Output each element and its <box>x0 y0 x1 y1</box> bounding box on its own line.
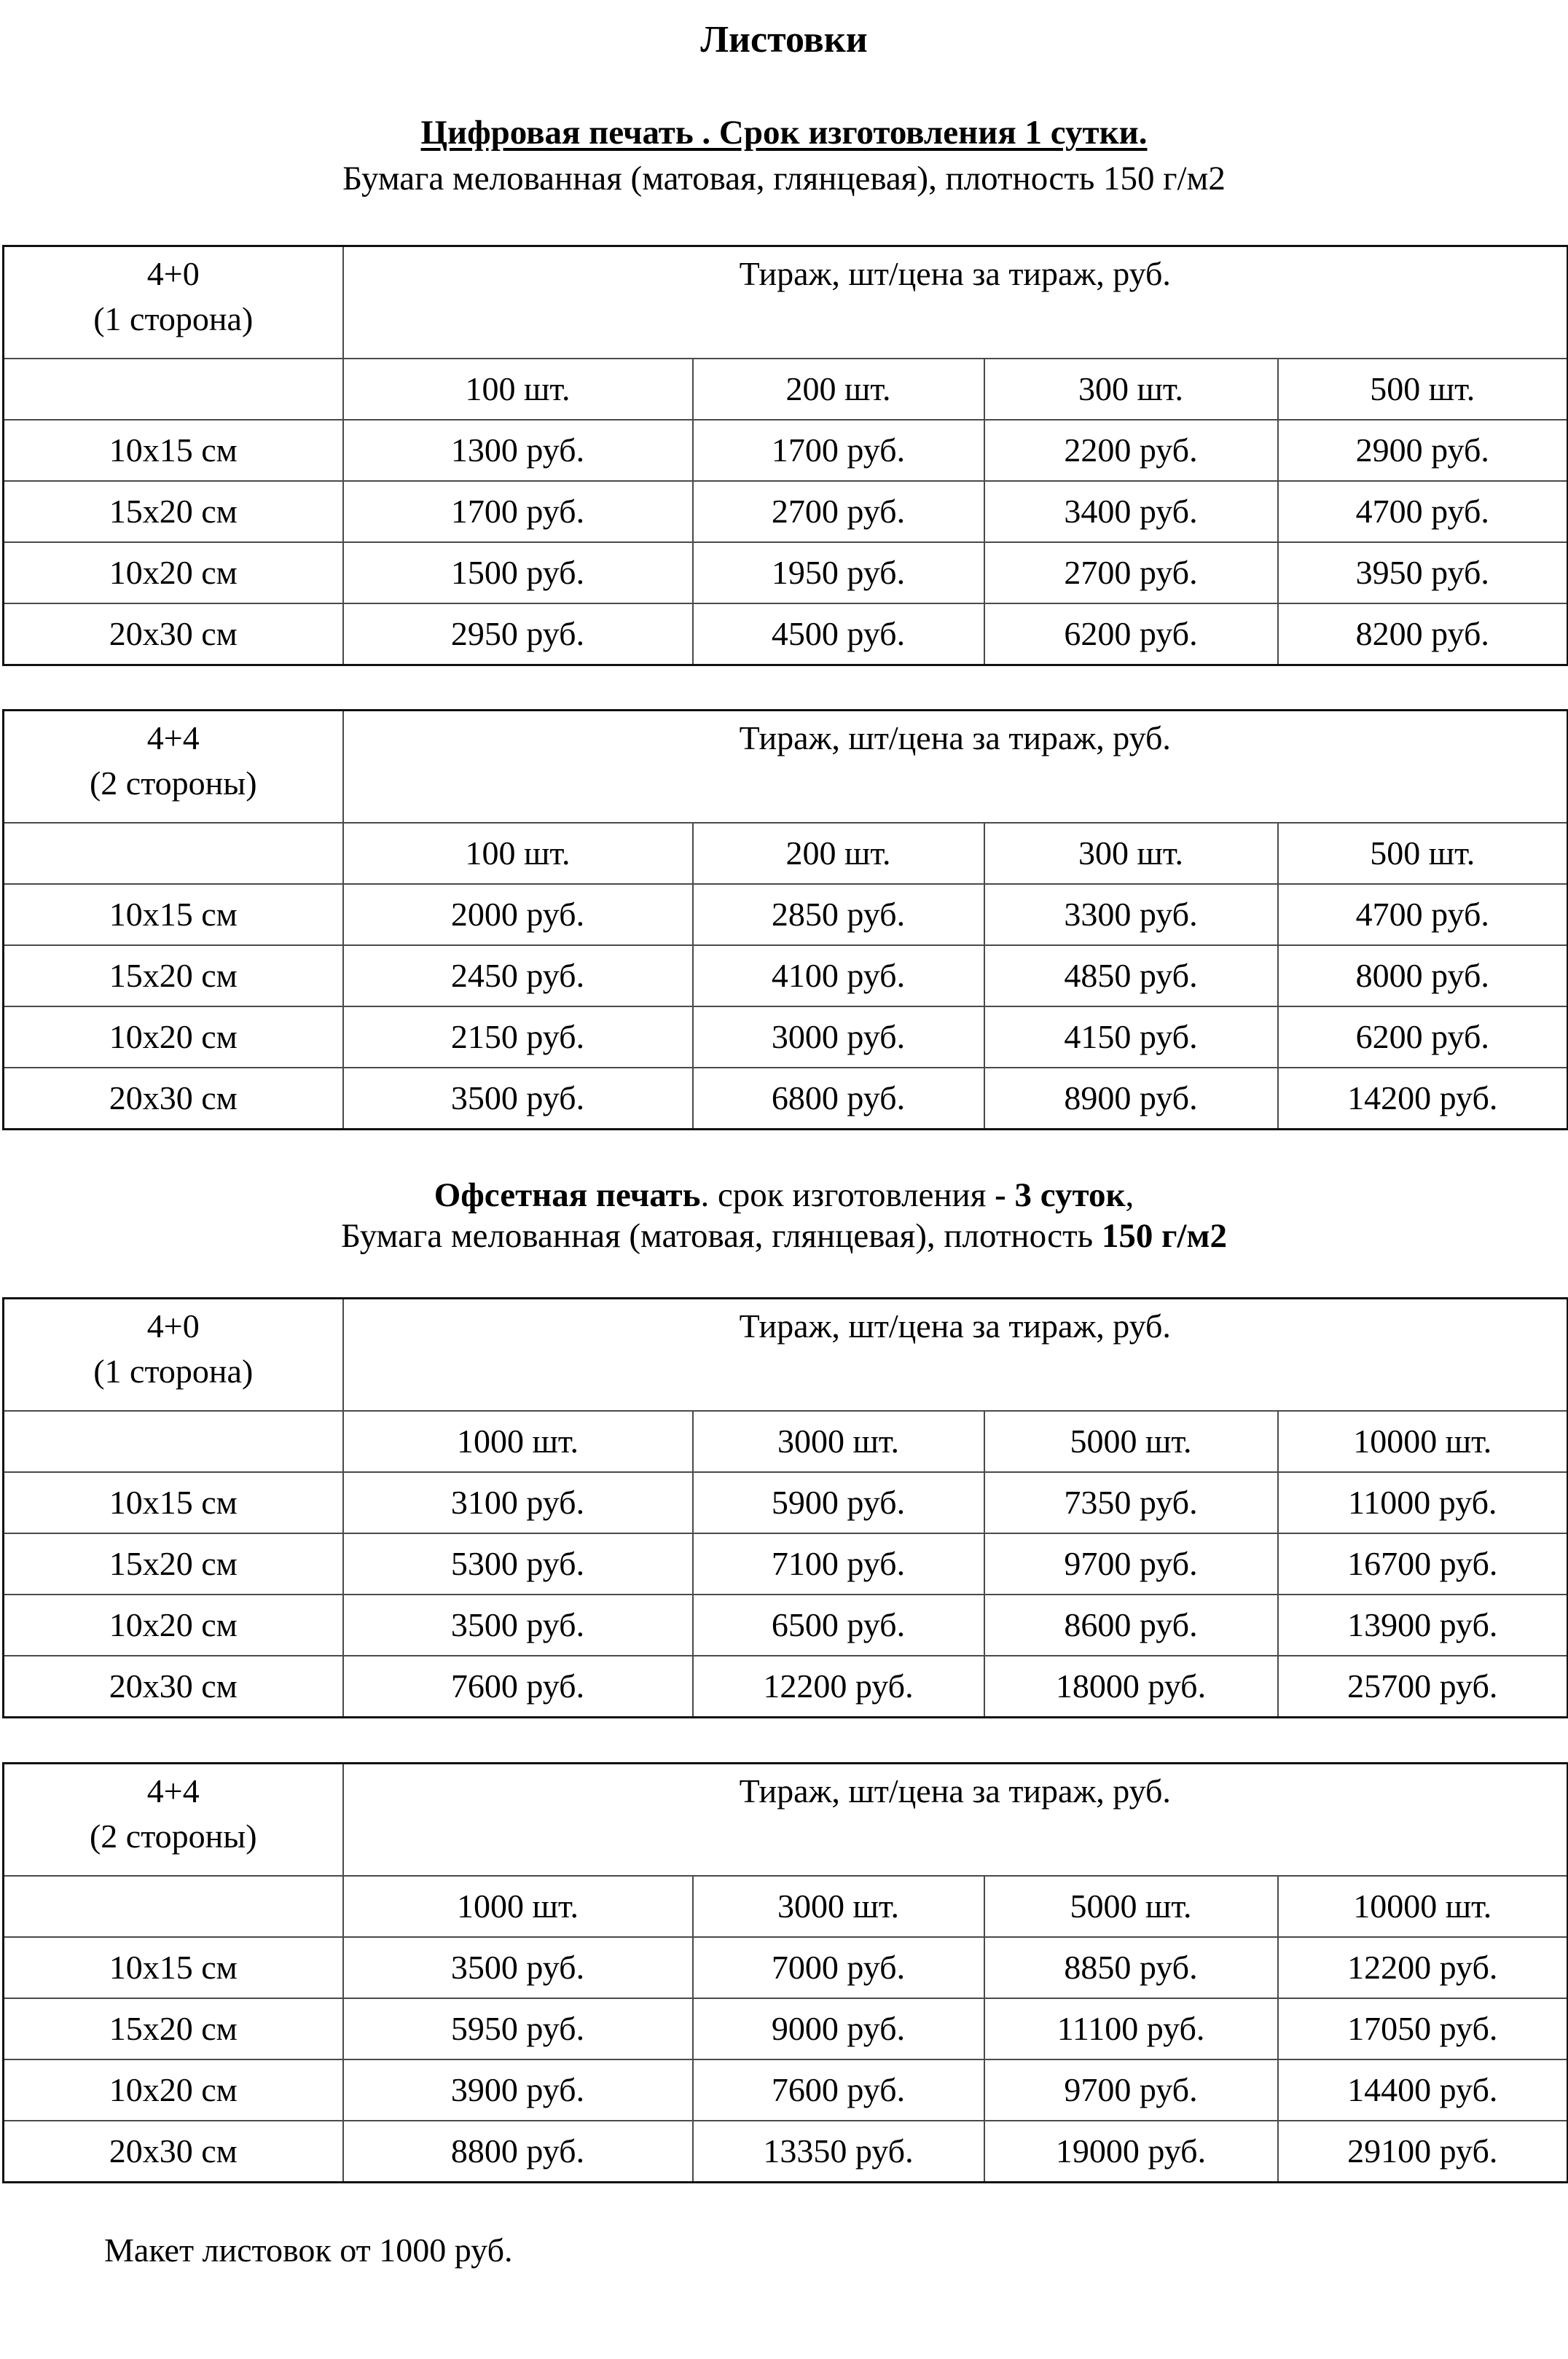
price-cell: 8600 руб. <box>984 1595 1278 1656</box>
color-mode: 4+4 <box>146 719 200 756</box>
offset-4plus4-price-table <box>2 1762 1568 2183</box>
table-caption: Тираж, шт/цена за тираж, руб. <box>343 711 1568 824</box>
sides-label: (1 сторона) <box>93 300 254 337</box>
color-mode-cell <box>4 1299 343 1412</box>
size-cell: 10х15 см <box>4 1472 343 1533</box>
price-cell: 4150 руб. <box>984 1006 1278 1068</box>
price-cell: 6500 руб. <box>693 1595 984 1656</box>
quantity-header: 100 шт. <box>343 359 693 420</box>
price-cell: 9700 руб. <box>984 2059 1278 2121</box>
price-cell: 9000 руб. <box>693 1998 984 2059</box>
price-cell: 2700 руб. <box>984 542 1278 603</box>
table-row <box>4 1068 1568 1130</box>
price-cell: 4700 руб. <box>1278 481 1568 542</box>
table-row <box>4 945 1568 1006</box>
table-caption: Тираж, шт/цена за тираж, руб. <box>343 1764 1568 1877</box>
table-row <box>4 1472 1568 1533</box>
table-row <box>4 1006 1568 1068</box>
offset-heading-regular-1: . срок изготовления <box>700 1176 995 1214</box>
price-cell: 6200 руб. <box>1278 1006 1568 1068</box>
size-cell: 20х30 см <box>4 1068 343 1130</box>
quantity-header: 10000 шт. <box>1278 1876 1568 1937</box>
price-cell: 4100 руб. <box>693 945 984 1006</box>
price-cell: 7600 руб. <box>343 1656 693 1718</box>
price-cell: 11000 руб. <box>1278 1472 1568 1533</box>
color-mode-cell <box>4 1764 343 1877</box>
price-cell: 8800 руб. <box>343 2121 693 2183</box>
table-row <box>4 1937 1568 1998</box>
offset-section-heading <box>0 1173 1568 1217</box>
price-cell: 3000 руб. <box>693 1006 984 1068</box>
price-cell: 5300 руб. <box>343 1533 693 1595</box>
color-mode: 4+4 <box>146 1772 200 1810</box>
price-cell: 1950 руб. <box>693 542 984 603</box>
size-cell: 10х15 см <box>4 420 343 481</box>
price-cell: 8200 руб. <box>1278 603 1568 665</box>
price-cell: 8850 руб. <box>984 1937 1278 1998</box>
size-cell: 20х30 см <box>4 603 343 665</box>
table-row <box>4 2121 1568 2183</box>
price-cell: 14200 руб. <box>1278 1068 1568 1130</box>
layout-price-note: Макет листовок от 1000 руб. <box>104 2231 513 2269</box>
price-cell: 1700 руб. <box>343 481 693 542</box>
digital-heading-text: Цифровая печать . Срок изготовления 1 сутки. <box>420 114 1148 152</box>
quantity-header: 1000 шт. <box>343 1411 693 1472</box>
price-cell: 2900 руб. <box>1278 420 1568 481</box>
price-cell: 4700 руб. <box>1278 884 1568 945</box>
price-cell: 3400 руб. <box>984 481 1278 542</box>
quantity-header: 3000 шт. <box>693 1876 984 1937</box>
size-cell: 10х15 см <box>4 884 343 945</box>
digital-4plus0-price-table <box>2 245 1568 666</box>
price-cell: 2700 руб. <box>693 481 984 542</box>
price-cell: 3900 руб. <box>343 2059 693 2121</box>
price-cell: 2450 руб. <box>343 945 693 1006</box>
price-cell: 18000 руб. <box>984 1656 1278 1718</box>
price-cell: 25700 руб. <box>1278 1656 1568 1718</box>
quantity-header: 10000 шт. <box>1278 1411 1568 1472</box>
price-cell: 2000 руб. <box>343 884 693 945</box>
size-cell: 10х20 см <box>4 1595 343 1656</box>
table-row <box>4 603 1568 665</box>
price-cell: 4500 руб. <box>693 603 984 665</box>
quantity-header: 100 шт. <box>343 823 693 884</box>
table-caption: Тираж, шт/цена за тираж, руб. <box>343 246 1568 359</box>
offset-heading-regular-2: , <box>1125 1176 1134 1214</box>
price-cell: 6200 руб. <box>984 603 1278 665</box>
size-cell: 20х30 см <box>4 1656 343 1718</box>
price-cell: 1700 руб. <box>693 420 984 481</box>
quantity-header: 200 шт. <box>693 359 984 420</box>
offset-heading-bold-2: - 3 суток <box>995 1176 1126 1214</box>
quantity-header: 5000 шт. <box>984 1411 1278 1472</box>
page-title: Листовки <box>700 19 868 60</box>
size-cell: 10х20 см <box>4 542 343 603</box>
price-cell: 7600 руб. <box>693 2059 984 2121</box>
table-row <box>4 420 1568 481</box>
empty-cell <box>4 1411 343 1472</box>
price-cell: 7350 руб. <box>984 1472 1278 1533</box>
quantity-header-row <box>4 359 1568 420</box>
price-cell: 5950 руб. <box>343 1998 693 2059</box>
price-cell: 2850 руб. <box>693 884 984 945</box>
quantity-header-row <box>4 1411 1568 1472</box>
price-cell: 5900 руб. <box>693 1472 984 1533</box>
offset-subtitle-bold: 150 г/м2 <box>1101 1217 1228 1255</box>
price-cell: 9700 руб. <box>984 1533 1278 1595</box>
size-cell: 10х20 см <box>4 1006 343 1068</box>
price-cell: 3500 руб. <box>343 1595 693 1656</box>
price-cell: 14400 руб. <box>1278 2059 1568 2121</box>
price-cell: 11100 руб. <box>984 1998 1278 2059</box>
quantity-header: 300 шт. <box>984 823 1278 884</box>
price-cell: 13900 руб. <box>1278 1595 1568 1656</box>
price-cell: 7100 руб. <box>693 1533 984 1595</box>
table-row <box>4 1998 1568 2059</box>
quantity-header: 500 шт. <box>1278 359 1568 420</box>
price-cell: 13350 руб. <box>693 2121 984 2183</box>
table-row <box>4 1656 1568 1718</box>
quantity-header-row <box>4 1876 1568 1937</box>
color-mode: 4+0 <box>146 255 200 292</box>
price-cell: 3950 руб. <box>1278 542 1568 603</box>
quantity-header: 5000 шт. <box>984 1876 1278 1937</box>
price-cell: 2950 руб. <box>343 603 693 665</box>
offset-subtitle-regular: Бумага мелованная (матовая, глянцевая), плотность <box>340 1217 1102 1255</box>
price-cell: 12200 руб. <box>1278 1937 1568 1998</box>
size-cell: 15х20 см <box>4 481 343 542</box>
color-mode-cell <box>4 246 343 359</box>
price-cell: 7000 руб. <box>693 1937 984 1998</box>
table-row <box>4 542 1568 603</box>
size-cell: 15х20 см <box>4 1998 343 2059</box>
size-cell: 15х20 см <box>4 945 343 1006</box>
table-row <box>4 1533 1568 1595</box>
table-caption: Тираж, шт/цена за тираж, руб. <box>343 1299 1568 1412</box>
empty-cell <box>4 823 343 884</box>
table-row <box>4 884 1568 945</box>
size-cell: 20х30 см <box>4 2121 343 2183</box>
price-cell: 3500 руб. <box>343 1068 693 1130</box>
price-cell: 29100 руб. <box>1278 2121 1568 2183</box>
empty-cell <box>4 359 343 420</box>
price-cell: 8000 руб. <box>1278 945 1568 1006</box>
price-cell: 4850 руб. <box>984 945 1278 1006</box>
quantity-header-row <box>4 823 1568 884</box>
price-cell: 1500 руб. <box>343 542 693 603</box>
size-cell: 15х20 см <box>4 1533 343 1595</box>
price-cell: 6800 руб. <box>693 1068 984 1130</box>
quantity-header: 500 шт. <box>1278 823 1568 884</box>
price-cell: 1300 руб. <box>343 420 693 481</box>
price-cell: 16700 руб. <box>1278 1533 1568 1595</box>
offset-heading-bold-1: Офсетная печать <box>434 1176 701 1214</box>
quantity-header: 300 шт. <box>984 359 1278 420</box>
table-row <box>4 1595 1568 1656</box>
empty-cell <box>4 1876 343 1937</box>
size-cell: 10х20 см <box>4 2059 343 2121</box>
quantity-header: 1000 шт. <box>343 1876 693 1937</box>
digital-section-subtitle: Бумага мелованная (матовая, глянцевая), плотность 150 г/м2 <box>342 160 1226 197</box>
quantity-header: 3000 шт. <box>693 1411 984 1472</box>
table-row <box>4 2059 1568 2121</box>
offset-section-subtitle <box>0 1214 1568 1258</box>
color-mode: 4+0 <box>146 1307 200 1345</box>
sides-label: (1 сторона) <box>93 1353 254 1390</box>
price-cell: 2200 руб. <box>984 420 1278 481</box>
color-mode-cell <box>4 711 343 824</box>
table-row <box>4 481 1568 542</box>
price-cell: 19000 руб. <box>984 2121 1278 2183</box>
offset-4plus0-price-table <box>2 1297 1568 1718</box>
price-cell: 3300 руб. <box>984 884 1278 945</box>
price-cell: 2150 руб. <box>343 1006 693 1068</box>
price-cell: 12200 руб. <box>693 1656 984 1718</box>
quantity-header: 200 шт. <box>693 823 984 884</box>
price-cell: 8900 руб. <box>984 1068 1278 1130</box>
price-cell: 3500 руб. <box>343 1937 693 1998</box>
price-cell: 17050 руб. <box>1278 1998 1568 2059</box>
size-cell: 10х15 см <box>4 1937 343 1998</box>
digital-4plus4-price-table <box>2 709 1568 1130</box>
sides-label: (2 стороны) <box>89 764 257 802</box>
digital-section-heading <box>0 111 1568 154</box>
sides-label: (2 стороны) <box>89 1818 257 1855</box>
price-cell: 3100 руб. <box>343 1472 693 1533</box>
